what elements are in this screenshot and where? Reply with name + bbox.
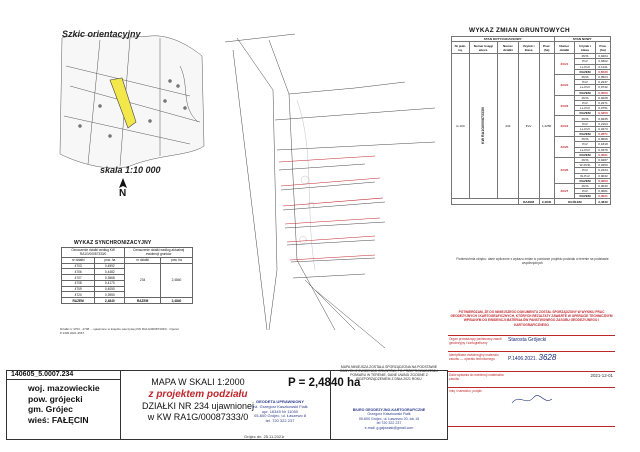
new-area: 0,0032 [595,173,610,178]
office-line: 05-600 Grójec, ul. Łaszewo 20, lok.15 [358,416,420,421]
new-parcel-number: 234/4 [554,116,575,137]
new-area: 0,0250 [595,163,610,168]
parcel-identifier: 140605_5.0007.234 [11,371,74,378]
project-label: z projektem podziału [148,389,248,400]
register-header: Nr jedn. rej. [452,42,470,54]
new-use: PsV [575,100,596,105]
sum-label: RAZEM [575,111,596,116]
new-use: RVIb [575,183,596,188]
office-line: Grzegorz Kaszkowski Fiałk [367,412,411,417]
register-header: Pow. (ha) [595,42,610,54]
sync-cell: 0,4482 [95,269,125,275]
north-label: N [119,188,127,199]
register-note: Powierzchnia obrębu: dane wyliczone z wykazu zmian w pomiarze projektu podziału w terenie na podstawie współrzędnych [456,257,609,265]
sum-label: RAZEM [575,152,596,157]
surveyor-line: 05-600 Grójec, ul. Łaszewo 8 [253,413,307,419]
identifier-prefix: P.1406.2021. [508,356,538,362]
sync-cell: 0,3568 [95,275,125,281]
sync-table [61,247,193,304]
stamp-label: Data wpisania do ewidencji materiałów zasobu [449,373,504,381]
sum-value: 0,2871 [595,132,610,137]
new-parcel-number: 234/5 [554,137,575,158]
new-area: 0,2271 [595,100,610,105]
new-use: PsV [575,80,596,85]
sync-cell: 0,4992 [95,263,125,269]
new-area: 0,3001 [595,189,610,194]
register-header: Numer księgi wiecz. [469,42,497,54]
register-kw [469,54,497,199]
sum-value: 0,3021 [595,194,610,199]
approval-stamp [448,310,615,435]
register-parcel: 234 [498,54,519,199]
signature-icon [508,389,568,409]
sum-value: 0,3003 [595,178,610,183]
new-use: RVIb [575,137,596,142]
new-area: 0,0376 [595,147,610,152]
orientation-sketch [40,26,212,202]
title-divider [6,379,120,380]
title-divider [120,370,121,440]
sum-label: RAZEM [575,132,596,137]
sum-value: 0,6530 [595,69,610,74]
new-area: 0,0751 [595,106,610,111]
register-header: Użytek i klasa [518,42,539,54]
new-use: PsV [575,168,596,173]
new-parcel-number: 234/6 [554,157,575,183]
signature-area [506,388,615,426]
surveyor-line: tel. 720 322 237 [265,418,295,424]
map-scale: MAPA W SKALI 1:2000 [151,377,245,387]
register-total-row [452,199,611,204]
office-stamp [343,408,435,430]
new-use: Ls-PsV [575,64,596,69]
register-header: Pow. (ha) [539,42,554,54]
sum-label: RAZEM [575,69,596,74]
register-title: WYKAZ ZMIAN GRUNTOWYCH [469,27,570,34]
map-info-note: MAPA NINIEJSZA ZOSTAŁA SPORZĄDZONA NA PODSTAWIE DANYCH Z EWIDENCJI GRUNTÓW, PO PRZEPROWADZENIU POMIARU W TERENIE, DANE UWAGI ZGODNE Z ROZPORZĄDZENIEM Z DNIA 2021 ROKU [340,365,438,382]
sum-label: RAZEM [575,194,596,199]
stamp-row-signature [448,387,615,427]
new-area: 0,0287 [595,157,610,162]
register-area: 1,4250 [539,54,554,199]
new-use: Ls-PsV [575,106,596,111]
stan-dotychczasowy: STAN DOTYCHCZASOWY [452,37,555,42]
register-total-cell: OGÓŁEM [554,199,595,204]
sketch-map [60,36,204,168]
new-use: PsV [575,189,596,194]
register-header-row [452,42,611,54]
sync-total-label: RAZEM [125,298,161,304]
stamp-row-date [448,371,615,387]
register-use: PsV [518,54,539,199]
sync-note: Działki nr 4703 - 4708 ... ujawnione w księdze wieczystej KW RA1G/00087333/0 - Operat P.1406.2021.2567 [60,327,179,335]
kw-line: w KW RA1G/00087333/0 [147,412,249,422]
sum-label: RAZEM [575,90,596,95]
sum-value: 0,3503 [595,90,610,95]
stan-nowy: STAN NOWY [554,37,610,42]
new-area: 0,1818 [595,142,610,147]
stamp-label: Organ prowadzący państwowy zasób geodezyjny i kartograficzny [449,337,502,345]
new-parcel-number: 234/1 [554,54,575,75]
issue-date: Grójec dn. 25.11.2021r [244,434,285,439]
location-line: wieś: FAŁĘCIN [28,414,89,425]
new-use: Ls-PsV [575,85,596,90]
surveyor-line: upr. 16349 Nr 11050 [261,408,299,414]
sync-total-area: 2,4840 [160,298,192,304]
new-area: 0,2434 [595,168,610,173]
new-area: 0,0204 [595,54,610,59]
new-area: 0,0524 [595,74,610,79]
sync-cell: 0,4050 [95,286,125,292]
identifier-handwritten: 3628 [538,353,557,362]
register-total-cell: 2,4840 [539,199,554,204]
sync-title: WYKAZ SYNCHRONIZACYJNY [74,240,152,246]
sync-header-kw: Oznaczenie działki według KW RA1G/00087333/0 [62,248,125,258]
sum-value: 0,3250 [595,111,610,116]
register-header: Użytek i klasa [575,42,596,54]
new-use: Ls-PsV [575,147,596,152]
office-line: tel 720 322 237 [376,421,402,426]
new-use: RVIb [575,54,596,59]
register-total-cell: 2,4840 [595,199,610,204]
sync-cell: 4703 [62,263,95,269]
new-use: W-PsV [575,173,596,178]
stamp-identifier-value [506,352,615,371]
stamp-label: Identyfikator ewidencyjny materiału zasobu — operatu technicznego [449,353,499,361]
sketch-title: Szkic orientacyjny [62,29,141,39]
sync-cell: 4720 [62,292,95,298]
new-use: RVIb [575,74,596,79]
sketch-scale: skala 1:10 000 [100,165,161,175]
sync-merged-parcel: 234 [125,263,161,298]
new-parcel-number: 234/7 [554,183,575,199]
new-area: 0,0228 [595,95,610,100]
sync-total-area: 2,4840 [95,298,125,304]
road-line [225,34,295,42]
sync-total-row [62,298,193,304]
stamp-organ-value: Starosta Grójecki [508,337,547,343]
sync-header-row [62,248,193,258]
new-use: RVIb [575,116,596,121]
new-use: PsV [575,121,596,126]
stamp-row-identifier [448,351,615,371]
stamp-row-organ [448,335,615,351]
sync-sub: nr działki [125,257,161,263]
new-parcel-number: 234/3 [554,95,575,116]
register-kw-text: KW RA1G/00087333/0 [481,107,486,145]
sync-sub: nr działki [62,257,95,263]
sync-cell: 0,4170 [95,280,125,286]
sync-merged-area: 2,4840 [160,263,192,298]
sync-header-current: Oznaczenie działki według aktualnej ewidencji gruntów [125,248,193,258]
register-total-cell [452,199,519,204]
new-area: 0,0606 [595,137,610,142]
location-line: gm. Grójec [28,404,73,414]
parcel-line: DZIAŁKI NR 234 ujawnionej [141,401,255,411]
new-area: 0,0473 [595,126,610,131]
office-line: e-mail: g.gajowiak@gmail.com [364,425,414,430]
new-parcel-number: 234/2 [554,74,575,95]
location-line: pow. grójecki [28,393,83,404]
register-header: Numer działki [498,42,519,54]
new-use: W-RVIb [575,163,596,168]
new-area: 0,0040 [595,183,610,188]
stamp-date-value: 2021-12-01 [590,373,613,378]
sync-cell: 4707 [62,275,95,281]
new-area: 0,2164 [595,121,610,126]
new-use: Ls-PsV [575,126,596,131]
new-area: 0,2237 [595,80,610,85]
new-use: RVIb [575,95,596,100]
register-header: Numer działki [554,42,575,54]
new-area: 0,0742 [595,85,610,90]
parcel-map [215,30,450,350]
new-area: 0,1141 [595,64,610,69]
new-use: PsV [575,142,596,147]
register-total-cell: RAZEM [518,199,539,204]
sync-cell: 4708 [62,280,95,286]
sum-label: RAZEM [575,178,596,183]
stamp-statement: POTWIERDZAM, ŻE DO NINIEJSZEGO DOKUMENTU ZOSTAŁ SPORZĄDZONY W WYNIKU PRAC GEODEZYJNYCH I KARTOGRAFICZNYCH, KTÓRYCH REZULTATY ZAWARTE W OPERACIE TECHNICZNYM WPISANYM DO EWIDENCJI MATERIAŁÓW PAŃSTWOWEGO ZASOBU GEODEZYJNEGO I KARTOGRAFICZNEGO [450,310,613,327]
surveyor-line: inż. Grzegorz Kaszkowski Fiałk [252,403,308,409]
location-line: woj. mazowieckie [28,383,100,393]
register-body [452,54,611,204]
sync-total-label: RAZEM [62,298,95,304]
location [28,383,100,425]
register-jr: G.103 [452,54,470,199]
new-use: PsV [575,59,596,64]
new-area: 0,0235 [595,116,610,121]
register-row [452,54,611,59]
new-area: 0,0362 [595,59,610,64]
sync-cell: 0,3950 [95,292,125,298]
surveyor-line: GEODETA UPRAWNIONY [255,399,304,404]
new-use: RVIb [575,157,596,162]
surveyor-stamp [240,400,320,424]
office-line: BIURO GEODEZYJNO-KARTOGRAFICZNE [352,408,426,412]
register-table [451,36,611,205]
sync-sub: pow. ha [95,257,125,263]
sync-cell: 4709 [62,286,95,292]
sync-sub: pow. ha [160,257,192,263]
area-value: P = 2,4840 ha [288,377,361,389]
sync-cell: 4706 [62,269,95,275]
sum-value: 0,3061 [595,152,610,157]
stamp-label: Imię i nazwisko, podpis [449,389,482,393]
